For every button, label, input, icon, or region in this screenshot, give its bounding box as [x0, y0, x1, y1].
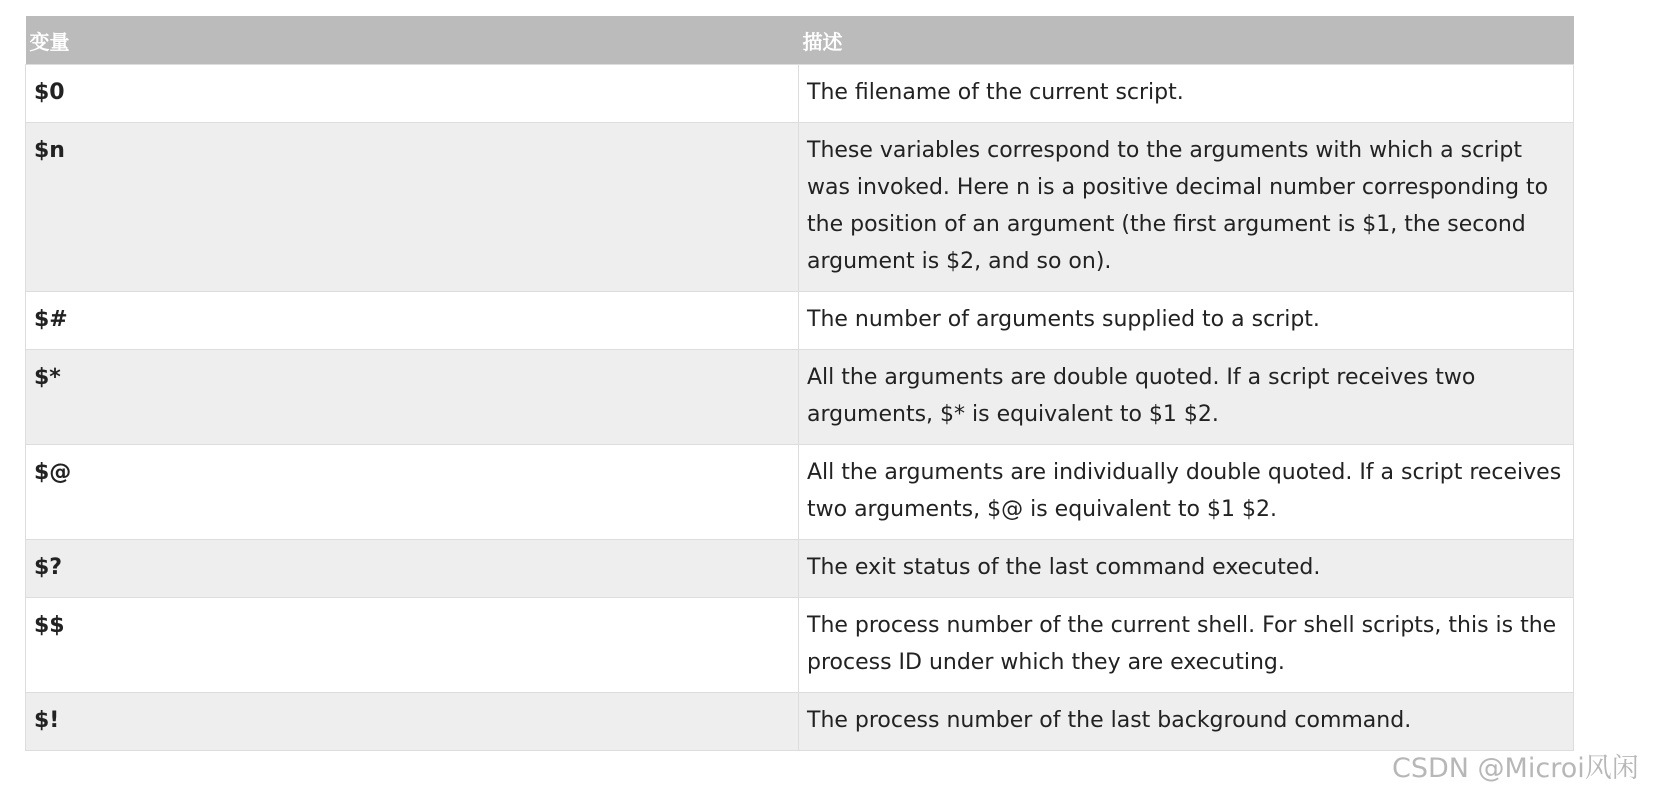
variable-description: These variables correspond to the arguments with which a script was invoked. Here n is a positive decimal number corresponding to the position of an argument (the first argument is $1, the second argument is $2, and so on).	[799, 123, 1574, 292]
variable-description: The number of arguments supplied to a script.	[799, 292, 1574, 350]
table-header-row	[26, 16, 1574, 65]
variable-description: The process number of the current shell. For shell scripts, this is the process ID under which they are executing.	[799, 598, 1574, 693]
variable-name: $#	[26, 292, 799, 350]
variables-table	[25, 16, 1574, 751]
variable-name: $*	[26, 350, 799, 445]
variable-name: $0	[26, 65, 799, 123]
variable-name: $n	[26, 123, 799, 292]
variable-name: $$	[26, 598, 799, 693]
variable-description: All the arguments are individually double quoted. If a script receives two arguments, $@ is equivalent to $1 $2.	[799, 445, 1574, 540]
variable-name: $!	[26, 693, 799, 751]
table-row	[26, 65, 1574, 123]
table-row	[26, 540, 1574, 598]
table-row	[26, 445, 1574, 540]
variable-description: The filename of the current script.	[799, 65, 1574, 123]
variable-description: All the arguments are double quoted. If a script receives two arguments, $* is equivalent to $1 $2.	[799, 350, 1574, 445]
variable-name: $?	[26, 540, 799, 598]
column-header-description: 描述	[799, 16, 1574, 65]
table-row	[26, 598, 1574, 693]
column-header-variable: 变量	[26, 16, 799, 65]
table-row	[26, 693, 1574, 751]
table-row	[26, 123, 1574, 292]
variable-description: The process number of the last background command.	[799, 693, 1574, 751]
variable-name: $@	[26, 445, 799, 540]
variable-description: The exit status of the last command executed.	[799, 540, 1574, 598]
watermark: CSDN @Microi风闲	[1392, 753, 1639, 784]
table-row	[26, 292, 1574, 350]
table-row	[26, 350, 1574, 445]
